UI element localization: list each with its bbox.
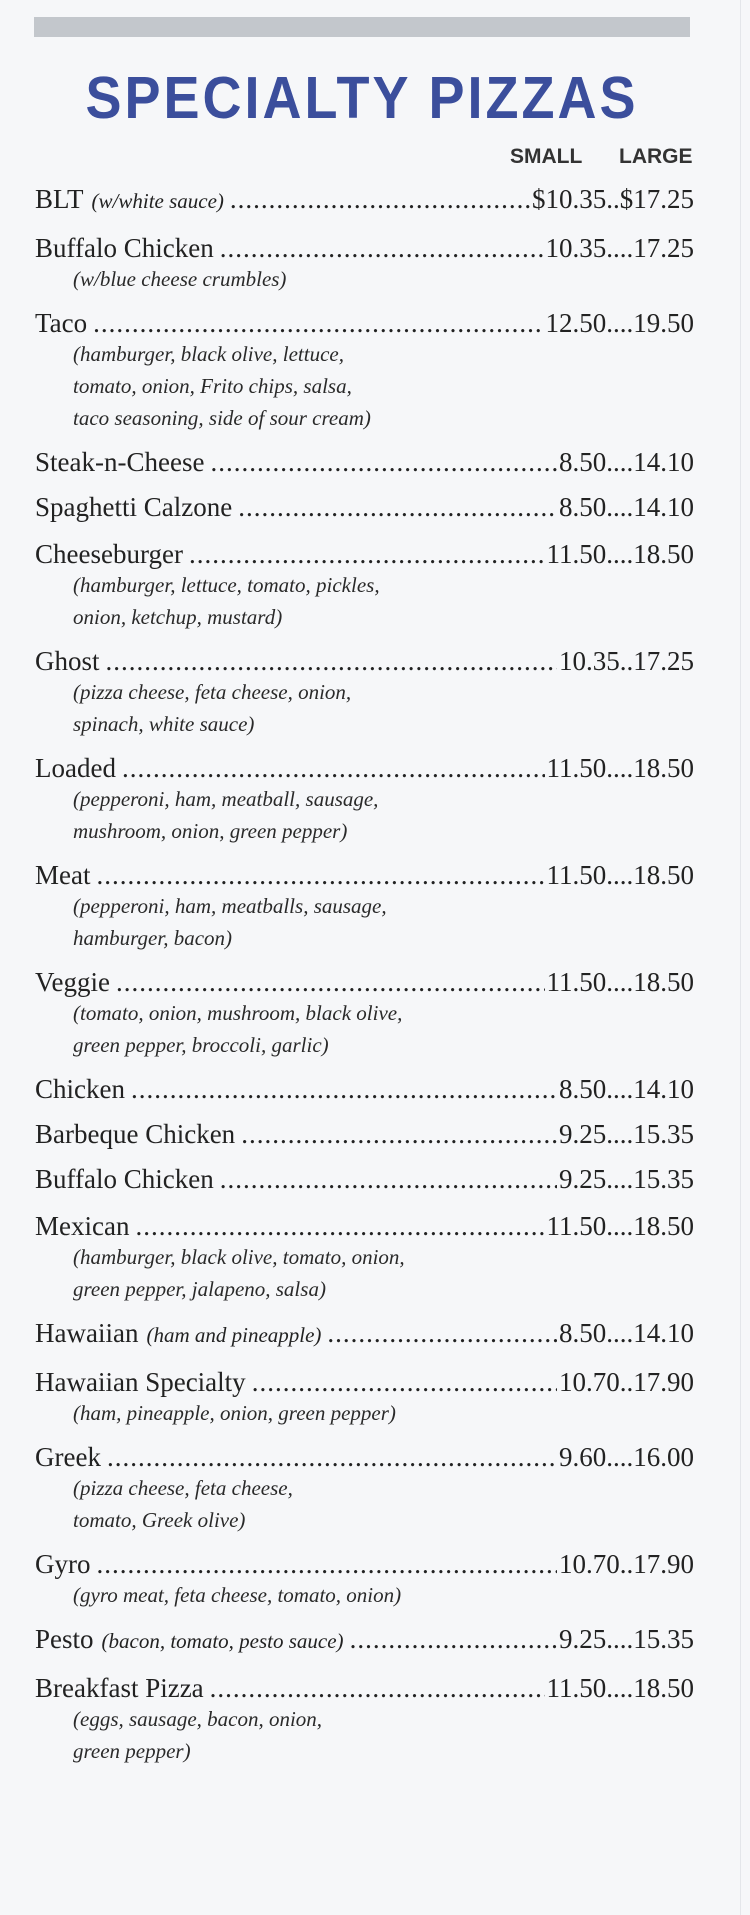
menu-item-line: [35, 1115, 694, 1153]
menu-item-line: [35, 180, 694, 220]
dot-leader: [241, 1115, 557, 1153]
menu-item-description: taco seasoning, side of sour cream): [73, 406, 371, 430]
menu-item-name: Hawaiian Specialty: [35, 1367, 246, 1397]
menu-item-description: mushroom, onion, green pepper): [73, 819, 348, 843]
menu-item-description: green pepper): [73, 1739, 191, 1763]
dot-leader: [327, 1314, 557, 1352]
menu-item-note: (ham and pineapple): [146, 1323, 322, 1347]
menu-item-description: (gyro meat, feta cheese, tomato, onion): [73, 1583, 402, 1607]
menu-item-note: (w/white sauce): [91, 189, 224, 213]
menu-item: [35, 963, 694, 1061]
menu-item: [35, 229, 694, 295]
dot-leader: [220, 1160, 557, 1198]
menu-item-line: [35, 642, 694, 680]
menu-item-name: Steak-n-Cheese: [35, 447, 205, 477]
menu-item-prices: 11.50....18.50: [546, 1211, 694, 1241]
menu-item-prices: 8.50....14.10: [559, 1318, 694, 1348]
menu-items-list: [35, 180, 694, 1767]
menu-item-description: (tomato, onion, mushroom, black olive,: [73, 1001, 403, 1025]
menu-item-name: Loaded: [35, 753, 116, 783]
menu-item: [35, 1070, 694, 1108]
menu-item-prices: 11.50....18.50: [546, 753, 694, 783]
menu-item: [35, 535, 694, 633]
menu-item-name: Spaghetti Calzone: [35, 492, 233, 522]
dot-leader: [93, 304, 543, 342]
dot-leader: [210, 1669, 545, 1707]
menu-item: [35, 1207, 694, 1305]
menu-item-line: [35, 1207, 694, 1245]
menu-item-line: [35, 488, 694, 526]
page-title: SPECIALTY PIZZAS: [85, 65, 639, 131]
menu-item: [35, 304, 694, 434]
menu-item-prices: 9.25....15.35: [559, 1624, 694, 1654]
dot-leader: [106, 642, 557, 680]
menu-item-name: Greek: [35, 1442, 101, 1472]
menu-item-name: Meat: [35, 860, 91, 890]
menu-item-prices: 10.35..17.25: [559, 646, 694, 676]
menu-item-description: (eggs, sausage, bacon, onion,: [73, 1707, 323, 1731]
dot-leader: [97, 1545, 558, 1583]
menu-item-name: Veggie: [35, 967, 110, 997]
menu-item-name: Ghost: [35, 646, 100, 676]
menu-item-name: Gyro: [35, 1549, 91, 1579]
menu-item-note: (bacon, tomato, pesto sauce): [101, 1629, 344, 1653]
menu-item-description: (ham, pineapple, onion, green pepper): [73, 1401, 396, 1425]
menu-item-line: [35, 304, 694, 342]
menu-item-name: Chicken: [35, 1074, 125, 1104]
menu-item-prices: 11.50....18.50: [546, 860, 694, 890]
menu-item-description: (hamburger, black olive, tomato, onion,: [73, 1245, 405, 1269]
menu-item-prices: 9.60....16.00: [559, 1442, 694, 1472]
column-header-small: SMALL: [510, 145, 583, 168]
menu-item-description: (w/blue cheese crumbles): [73, 267, 287, 291]
header-bar: [34, 17, 690, 37]
menu-item-description: tomato, onion, Frito chips, salsa,: [73, 374, 352, 398]
dot-leader: [131, 1070, 557, 1108]
menu-item: [35, 1115, 694, 1153]
menu-item-description: onion, ketchup, mustard): [73, 605, 283, 629]
menu-item-line: [35, 535, 694, 573]
menu-item-line: [35, 443, 694, 481]
menu-item: [35, 642, 694, 740]
dot-leader: [122, 749, 545, 787]
menu-item-line: [35, 1070, 694, 1108]
menu-item-description: green pepper, broccoli, garlic): [73, 1033, 329, 1057]
menu-item-prices: 11.50....18.50: [546, 967, 694, 997]
menu-item-prices: 9.25....15.35: [559, 1119, 694, 1149]
menu-item-line: [35, 856, 694, 894]
menu-item-name: BLT: [35, 184, 84, 214]
menu-item-name: Buffalo Chicken: [35, 233, 214, 263]
menu-item: [35, 1669, 694, 1767]
menu-item-name: Barbeque Chicken: [35, 1119, 236, 1149]
menu-item-name: Hawaiian: [35, 1318, 139, 1348]
menu-item-description: green pepper, jalapeno, salsa): [73, 1277, 326, 1301]
menu-item-name: Breakfast Pizza: [35, 1673, 204, 1703]
menu-item-line: [35, 1314, 694, 1354]
menu-item-name: Taco: [35, 308, 88, 338]
menu-item-line: [35, 1669, 694, 1707]
menu-item-description: spinach, white sauce): [73, 712, 255, 736]
dot-leader: [135, 1207, 544, 1245]
menu-item-prices: $10.35..$17.25: [532, 184, 694, 214]
dot-leader: [350, 1620, 557, 1658]
menu-item-description: hamburger, bacon): [73, 926, 233, 950]
menu-item-description: (pizza cheese, feta cheese, onion,: [73, 680, 352, 704]
menu-item-prices: 9.25....15.35: [559, 1164, 694, 1194]
menu-item-name: Cheeseburger: [35, 539, 183, 569]
dot-leader: [107, 1438, 557, 1476]
menu-item: [35, 1620, 694, 1660]
menu-item: [35, 1438, 694, 1536]
dot-leader: [189, 535, 545, 573]
dot-leader: [220, 229, 544, 267]
menu-item-line: [35, 1363, 694, 1401]
menu-item-line: [35, 1160, 694, 1198]
menu-item: [35, 1160, 694, 1198]
menu-item-prices: 10.70..17.90: [559, 1549, 694, 1579]
column-header-large: LARGE: [619, 145, 693, 168]
menu-item-name: Pesto: [35, 1624, 94, 1654]
menu-item: [35, 749, 694, 847]
menu-item-description: tomato, Greek olive): [73, 1508, 246, 1532]
menu-item-line: [35, 1545, 694, 1583]
menu-item-description: (pizza cheese, feta cheese,: [73, 1476, 293, 1500]
dot-leader: [238, 488, 557, 526]
menu-item-line: [35, 749, 694, 787]
menu-item-description: (pepperoni, ham, meatball, sausage,: [73, 787, 379, 811]
menu-item-line: [35, 1620, 694, 1660]
menu-item: [35, 856, 694, 954]
menu-item-description: (hamburger, black olive, lettuce,: [73, 342, 344, 366]
menu-item-prices: 8.50....14.10: [559, 492, 694, 522]
menu-item-prices: 8.50....14.10: [559, 1074, 694, 1104]
menu-item-description: (hamburger, lettuce, tomato, pickles,: [73, 573, 380, 597]
menu-item: [35, 180, 694, 220]
menu-item: [35, 1545, 694, 1611]
dot-leader: [116, 963, 545, 1001]
menu-item-prices: 12.50....19.50: [545, 308, 694, 338]
menu-item-name: Buffalo Chicken: [35, 1164, 214, 1194]
menu-item: [35, 1363, 694, 1429]
dot-leader: [252, 1363, 557, 1401]
menu-item-prices: 10.70..17.90: [559, 1367, 694, 1397]
page-edge: [740, 0, 741, 1915]
menu-item: [35, 443, 694, 481]
menu-item-line: [35, 1438, 694, 1476]
menu-item-prices: 10.35....17.25: [545, 233, 694, 263]
dot-leader: [210, 443, 557, 481]
menu-item-line: [35, 229, 694, 267]
menu-item-prices: 11.50....18.50: [546, 539, 694, 569]
menu-item: [35, 488, 694, 526]
menu-item-description: (pepperoni, ham, meatballs, sausage,: [73, 894, 387, 918]
menu-item-prices: 8.50....14.10: [559, 447, 694, 477]
dot-leader: [230, 180, 530, 218]
menu-item-prices: 11.50....18.50: [546, 1673, 694, 1703]
menu-item-name: Mexican: [35, 1211, 130, 1241]
menu-item-line: [35, 963, 694, 1001]
menu-item: [35, 1314, 694, 1354]
dot-leader: [96, 856, 544, 894]
